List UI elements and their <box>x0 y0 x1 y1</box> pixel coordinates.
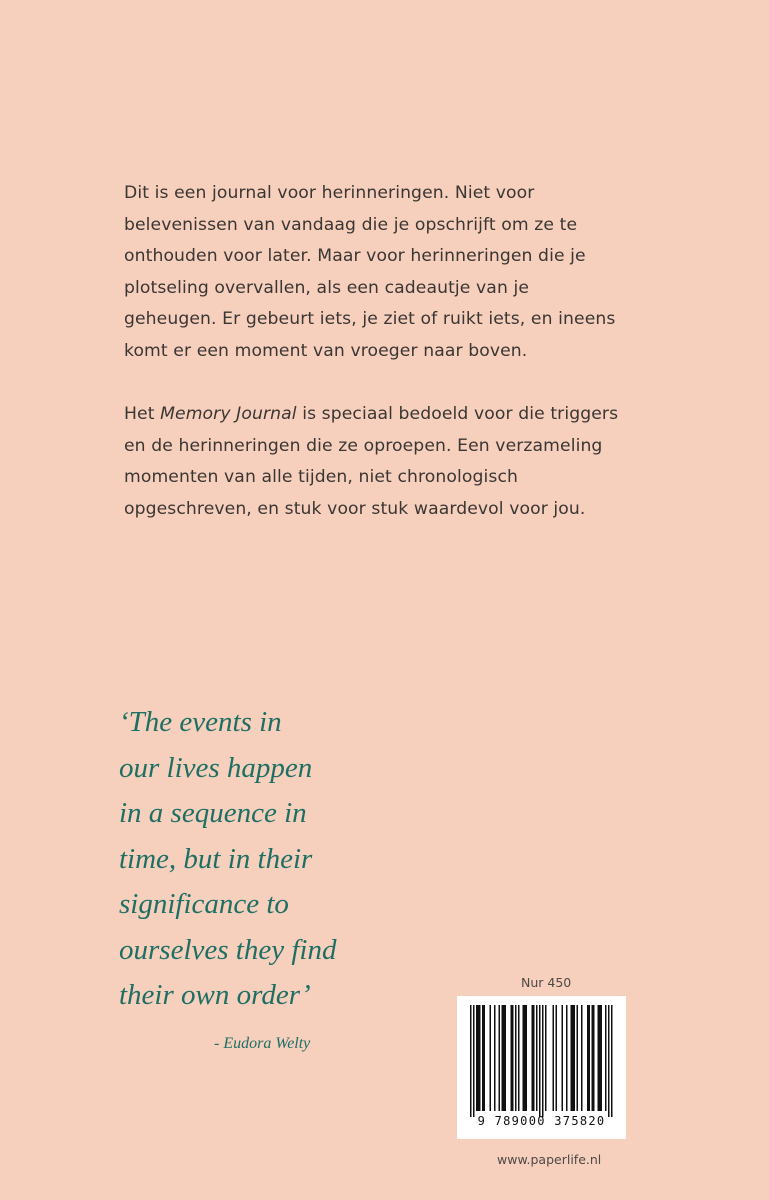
barcode-bar <box>505 1005 507 1111</box>
barcode-bar <box>502 1005 504 1111</box>
barcode-bar <box>536 1005 538 1111</box>
barcode <box>457 996 626 1139</box>
barcode-bar <box>605 1005 607 1111</box>
quote-line: time, but in their <box>119 842 313 875</box>
barcode-bar <box>587 1005 589 1111</box>
blurb-paragraph-2-intro: Het <box>124 404 161 424</box>
barcode-bar <box>532 1005 534 1111</box>
barcode-bar <box>524 1005 526 1111</box>
isbn-number: 9 789000 375820 <box>477 1114 606 1128</box>
book-title-italic: Memory Journal <box>160 404 297 424</box>
barcode-bar <box>478 1005 480 1111</box>
barcode-bar <box>608 1005 610 1117</box>
barcode-bar <box>572 1005 574 1111</box>
blurb-paragraph-2 <box>124 399 624 525</box>
quote-author: - Eudora Welty <box>214 1035 311 1052</box>
barcode-bar <box>598 1005 600 1111</box>
barcode-bar <box>574 1005 576 1111</box>
barcode-bar <box>577 1005 579 1111</box>
barcode-bar <box>581 1005 583 1111</box>
quote-line: ourselves they find <box>119 933 337 966</box>
quote-block <box>119 700 439 1019</box>
blurb-text <box>124 178 624 525</box>
barcode-bar <box>511 1005 513 1111</box>
barcode-bar <box>539 1005 541 1117</box>
barcode-bar <box>484 1005 486 1111</box>
barcode-bar <box>566 1005 568 1111</box>
barcode-bar <box>533 1005 535 1111</box>
barcode-bar <box>512 1005 514 1111</box>
barcode-bar <box>592 1005 594 1111</box>
quote-line: in a sequence in <box>119 797 307 829</box>
barcode-bar <box>593 1005 595 1111</box>
barcode-bar <box>499 1005 501 1111</box>
barcode-bar <box>515 1005 517 1111</box>
barcode-bar <box>545 1005 547 1111</box>
nur-code: Nur 450 <box>521 975 572 990</box>
barcode-bar <box>611 1005 613 1117</box>
barcode-bar <box>553 1005 555 1111</box>
barcode-bar <box>599 1005 601 1111</box>
barcode-bar <box>556 1005 558 1111</box>
barcode-bar <box>518 1005 520 1111</box>
barcode-bar <box>542 1005 544 1117</box>
blurb-paragraph-1: Dit is een journal voor herinneringen. Niet voor belevenissen van vandaag die je opschrijft om ze te onthouden voor later. Maar voor herinneringen die je plotseling overvallen, als een cadeautje van je geheugen. Er gebeurt iets, je ziet of ruikt iets, en ineens komt er een moment van vroeger naar boven. <box>124 183 616 361</box>
barcode-bar <box>479 1005 481 1111</box>
quote-line: our lives happen <box>119 751 313 784</box>
barcode-bar <box>470 1005 472 1117</box>
barcode-bar <box>601 1005 603 1111</box>
barcode-bar <box>526 1005 528 1111</box>
barcode-bar <box>589 1005 591 1111</box>
quote-line: their own order’ <box>119 979 311 1011</box>
barcode-bar <box>494 1005 496 1111</box>
barcode-bar <box>503 1005 505 1111</box>
barcode-bar <box>523 1005 525 1111</box>
barcode-bar <box>473 1005 475 1117</box>
barcode-bar <box>571 1005 573 1111</box>
barcode-bar <box>482 1005 484 1111</box>
blurb-paragraph-2-rest: is speciaal bedoeld voor die triggers en de herinneringen die ze oproepen. Een verzameling momenten van alle tijden, niet chronologisch opgeschreven, en stuk voor stuk waardevol voor jou. <box>124 404 619 519</box>
website-link[interactable]: www.paperlife.nl <box>497 1152 602 1167</box>
quote-line: significance to <box>119 888 289 920</box>
barcode-bar <box>490 1005 492 1111</box>
quote-line: ‘The events in <box>119 706 282 738</box>
barcode-bar <box>476 1005 478 1111</box>
barcode-bar <box>562 1005 564 1111</box>
